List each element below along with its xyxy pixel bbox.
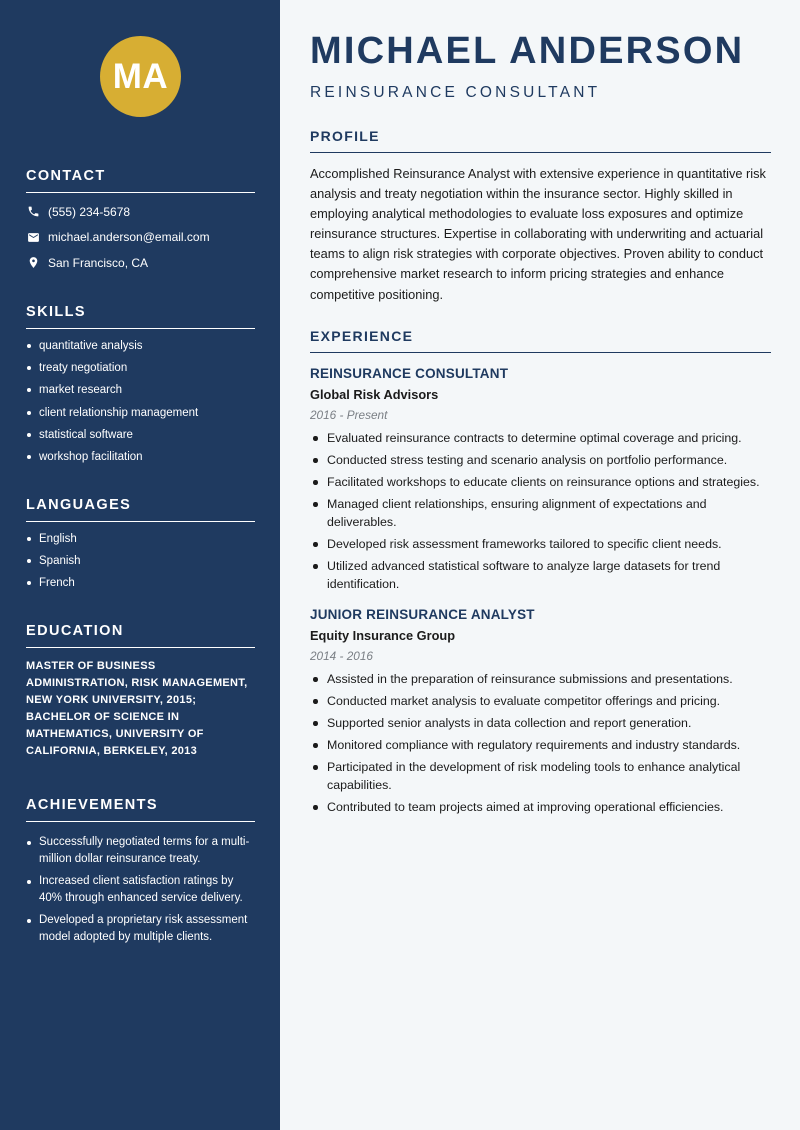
email-text: michael.anderson@email.com xyxy=(48,230,210,245)
sidebar xyxy=(0,0,280,1130)
achievements-list xyxy=(26,834,255,946)
job-bullet: Conducted stress testing and scenario analysis on portfolio performance. xyxy=(310,451,771,469)
job-bullet: Facilitated workshops to educate clients on reinsurance options and strategies. xyxy=(310,473,771,491)
achievement-item: Developed a proprietary risk assessment model adopted by multiple clients. xyxy=(26,912,255,946)
job-bullet: Evaluated reinsurance contracts to determine optimal coverage and pricing. xyxy=(310,429,771,447)
job-company: Global Risk Advisors xyxy=(310,387,439,402)
languages-section xyxy=(26,497,255,595)
education-text: MASTER OF BUSINESS ADMINISTRATION, RISK MANAGEMENT, NEW YORK UNIVERSITY, 2015; BACHELOR OF SCIENCE IN MATHEMATICS, UNIVERSITY OF CALIFORNIA, BERKELEY, 2013 xyxy=(26,660,248,757)
candidate-role: REINSURANCE CONSULTANT xyxy=(310,84,601,101)
skill-item: quantitative analysis xyxy=(26,335,255,357)
job-bullet: Assisted in the preparation of reinsurance submissions and presentations. xyxy=(310,670,771,688)
achievements-title: ACHIEVEMENTS xyxy=(26,797,255,822)
job-entry xyxy=(310,366,771,593)
contact-location xyxy=(26,250,255,276)
job-bullet: Contributed to team projects aimed at improving operational efficiencies. xyxy=(310,798,771,816)
skills-title: SKILLS xyxy=(26,304,255,329)
job-entry xyxy=(310,607,771,816)
education-title: EDUCATION xyxy=(26,623,255,648)
profile-section xyxy=(310,128,771,305)
language-item: Spanish xyxy=(26,550,255,572)
job-bullet: Monitored compliance with regulatory requirements and industry standards. xyxy=(310,736,771,754)
job-bullet: Developed risk assessment frameworks tailored to specific client needs. xyxy=(310,535,771,553)
job-title: JUNIOR REINSURANCE ANALYST xyxy=(310,607,535,622)
languages-list xyxy=(26,528,255,595)
skills-section xyxy=(26,304,255,468)
skill-item: statistical software xyxy=(26,424,255,446)
contact-phone[interactable] xyxy=(26,199,255,225)
skill-item: client relationship management xyxy=(26,402,255,424)
job-dates: 2016 - Present xyxy=(310,408,388,422)
job-bullets xyxy=(310,429,771,593)
skill-item: workshop facilitation xyxy=(26,446,255,468)
job-bullet: Participated in the development of risk modeling tools to enhance analytical capabilities. xyxy=(310,758,771,794)
phone-text: (555) 234-5678 xyxy=(48,204,131,219)
language-item: English xyxy=(26,528,255,550)
education-section xyxy=(26,623,255,760)
language-item: French xyxy=(26,572,255,594)
job-bullet: Conducted market analysis to evaluate competitor offerings and pricing. xyxy=(310,692,771,710)
achievement-item: Increased client satisfaction ratings by 40% through enhanced service delivery. xyxy=(26,873,255,907)
skills-list xyxy=(26,335,255,468)
phone-icon xyxy=(26,205,40,219)
job-company: Equity Insurance Group xyxy=(310,628,456,643)
contact-title: CONTACT xyxy=(26,168,255,193)
job-bullet: Supported senior analysts in data collection and report generation. xyxy=(310,714,771,732)
job-title: REINSURANCE CONSULTANT xyxy=(310,366,509,381)
job-dates: 2014 - 2016 xyxy=(310,649,373,663)
location-text: San Francisco, CA xyxy=(48,255,149,270)
avatar-initials: MA xyxy=(100,36,181,117)
contact-section xyxy=(26,168,255,276)
location-pin-icon xyxy=(26,256,40,270)
achievement-item: Successfully negotiated terms for a multi-million dollar reinsurance treaty. xyxy=(26,834,255,868)
job-bullet: Managed client relationships, ensuring alignment of expectations and deliverables. xyxy=(310,495,771,531)
experience-section xyxy=(310,328,771,820)
candidate-name: MICHAEL ANDERSON xyxy=(310,30,745,72)
skill-item: market research xyxy=(26,379,255,401)
contact-email[interactable] xyxy=(26,225,255,251)
email-icon xyxy=(26,230,40,244)
achievements-section xyxy=(26,797,255,951)
profile-text: Accomplished Reinsurance Analyst with extensive experience in quantitative risk analysis and treaty negotiation within the insurance sector. Highly skilled in employing analytical methodologies to evaluate loss exposures and optimize reinsurance structures. Expertise in collaborating with underwriting and actuarial teams to align risk strategies with corporate objectives. Proven ability to conduct comprehensive market research to inform pricing strategies and enhance competitive positioning. xyxy=(310,166,766,302)
languages-title: LANGUAGES xyxy=(26,497,255,522)
job-bullet: Utilized advanced statistical software to analyze large datasets for trend identification. xyxy=(310,557,771,593)
experience-title: EXPERIENCE xyxy=(310,328,771,353)
job-bullets xyxy=(310,670,771,816)
profile-title: PROFILE xyxy=(310,128,771,153)
skill-item: treaty negotiation xyxy=(26,357,255,379)
